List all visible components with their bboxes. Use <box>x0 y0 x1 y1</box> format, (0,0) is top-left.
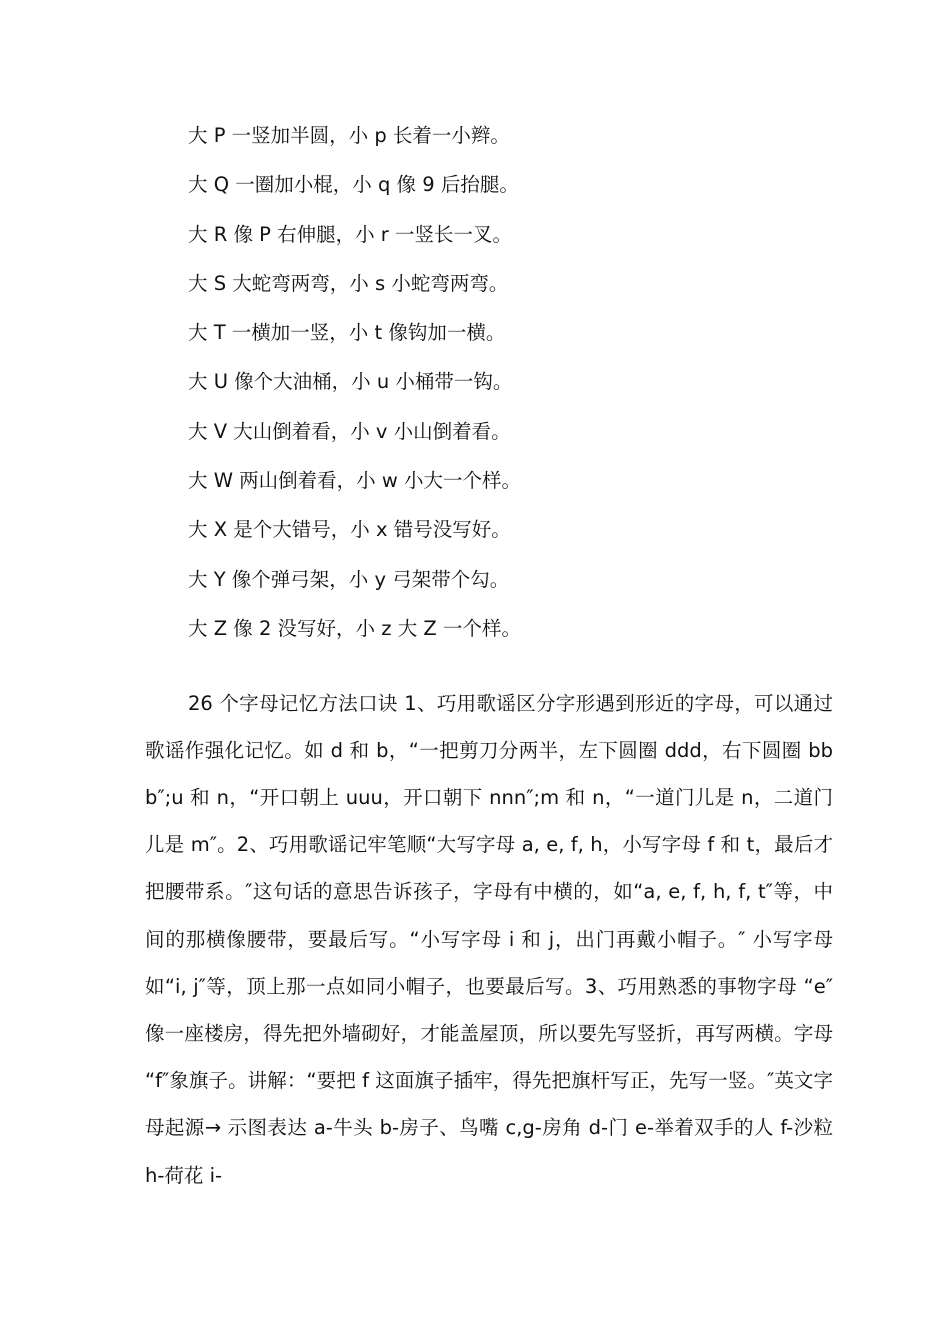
rhyme-line-y: 大 Y 像个弹弓架，小 y 弓架带个勾。 <box>188 567 510 591</box>
rhyme-line-v: 大 V 大山倒着看，小 v 小山倒着看。 <box>188 419 511 443</box>
rhyme-line-x: 大 X 是个大错号，小 x 错号没写好。 <box>188 518 511 542</box>
rhyme-line-u: 大 U 像个大油桶，小 u 小桶带一钩。 <box>188 370 513 394</box>
rhyme-line-z: 大 Z 像 2 没写好，小 z 大 Z 一个样。 <box>188 616 521 640</box>
memory-method-paragraph: 26 个字母记忆方法口诀 1、巧用歌谣区分字形遇到形近的字母，可以通过歌谣作强化记忆。如 d 和 b，“一把剪刀分两半，左下圆圈 ddd，右下圆圈 bbb″;u 和 n，“开口朝上 uuu，开口朝下 nnn″;m 和 n，“一道门儿是 n，二道门儿是 m″。2、巧用歌谣记牢笔顺“大写字母 a, e, f, h，小写字母 f 和 t，最后才把腰带系。″这句话的意思告诉孩子，字母有中横的，如“a, e, f, h, f, t″等，中间的那横像腰带，要最后写。“小写字母 i 和 j，出门再戴小帽子。″ 小写字母如“i, j″等，顶上那一点如同小帽子，也要最后写。3、巧用熟悉的事物字母 “e″像一座楼房，得先把外墙砌好，才能盖屋顶，所以要先写竖折，再写两横。字母 “f″象旗子。讲解：“要把 f 这面旗子插牢，得先把旗杆写正，先写一竖。″英文字母起源→ 示图表达 a-牛头 b-房子、鸟嘴 c,g-房角 d-门 e-举着双手的人 f-沙粒 h-荷花 i- <box>145 691 833 1187</box>
rhyme-line-s: 大 S 大蛇弯两弯，小 s 小蛇弯两弯。 <box>188 271 509 295</box>
alphabet-rhyme-list <box>188 116 828 658</box>
rhyme-line-r: 大 R 像 P 右伸腿，小 r 一竖长一叉。 <box>188 222 513 246</box>
rhyme-line-t: 大 T 一横加一竖，小 t 像钩加一横。 <box>188 321 506 345</box>
rhyme-line-q: 大 Q 一圈加小棍，小 q 像 9 后抬腿。 <box>188 173 519 197</box>
rhyme-line-p: 大 P 一竖加半圆，小 p 长着一小辫。 <box>188 124 510 147</box>
rhyme-line-w: 大 W 两山倒着看，小 w 小大一个样。 <box>188 469 522 493</box>
